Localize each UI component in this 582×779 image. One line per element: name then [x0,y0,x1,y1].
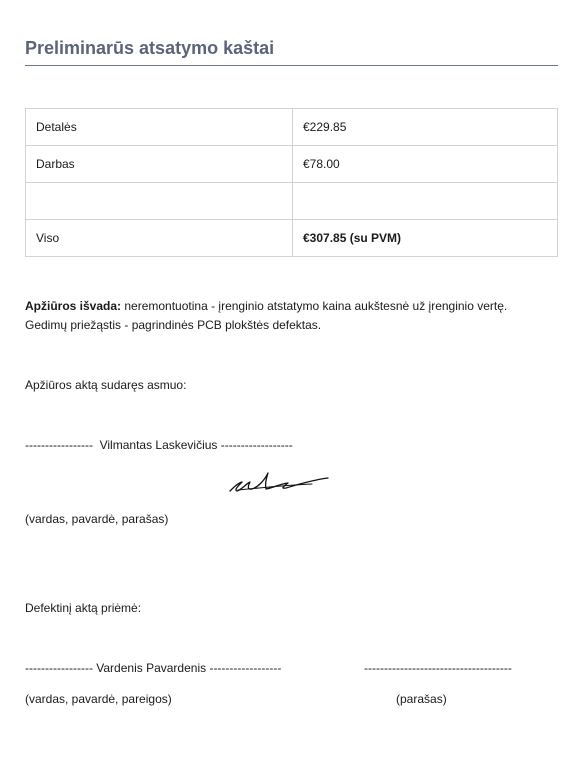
cost-value: €229.85 [293,109,558,146]
page-title: Preliminarūs atsatymo kaštai [25,38,275,58]
inspector-heading: Apžiūros aktą sudaręs asmuo: [25,378,187,392]
receiver-caption-left: (vardas, pavardė, pareigos) [25,692,172,706]
receiver-signature-line: ------------------------------------- [364,661,512,675]
cost-table [25,108,558,257]
inspection-conclusion [25,297,565,335]
table-row [26,220,558,257]
conclusion-text: neremontuotina - įrenginio atstatymo kaina aukštesnė už įrenginio vertę. [121,299,508,313]
inspector-caption: (vardas, pavardė, parašas) [25,512,169,526]
total-label: Viso [26,220,293,257]
cost-label: Darbas [26,146,293,183]
cost-value [293,183,558,220]
table-row [26,183,558,220]
inspector-name-line: ----------------- Vilmantas Laskevičius ------------------ [25,438,293,452]
cost-label: Detalės [26,109,293,146]
failure-cause: Gedimų priežąstis - pagrindinės PCB plokštės defektas. [25,318,322,332]
receiver-heading: Defektinį aktą priėmė: [25,601,142,615]
total-value: €307.85 (su PVM) [293,220,558,257]
signature-image [228,469,330,495]
title-divider [25,65,558,66]
receiver-name-line: ----------------- Vardenis Pavardenis ------------------ [25,661,282,675]
cost-value: €78.00 [293,146,558,183]
table-row [26,109,558,146]
cost-label [26,183,293,220]
receiver-caption-right: (parašas) [396,692,447,706]
table-row [26,146,558,183]
conclusion-label: Apžiūros išvada: [25,299,122,313]
